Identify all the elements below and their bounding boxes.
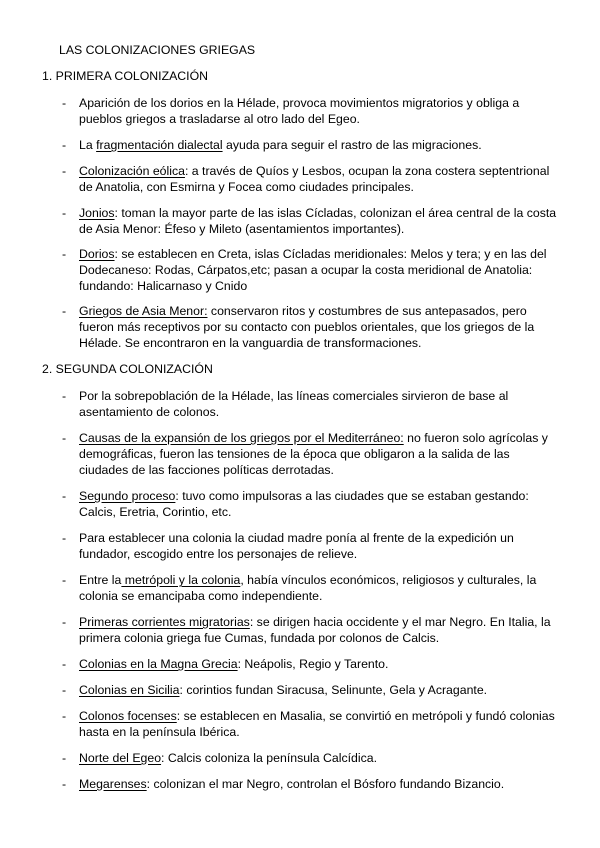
- list-item: - Aparición de los dorios en la Hélade, provoca movimientos migratorios y obliga a pueblos griegos a trasladarse al otro lado del Egeo.: [62, 96, 520, 126]
- list-item: - Segundo proceso: tuvo como impulsoras a las ciudades que se estaban gestando: Calcis, Eretria, Corintio, etc.: [62, 489, 529, 519]
- list-item: - Entre la metrópoli y la colonia, había vínculos económicos, religiosos y culturales, la colonia se emancipaba como independiente.: [62, 573, 537, 603]
- section-heading-primera: 1. PRIMERA COLONIZACIÓN: [42, 69, 209, 83]
- list-item: - Colonias en Sicilia: corintios fundan Siracusa, Selinunte, Gela y Acragante.: [62, 683, 488, 697]
- list-item: - Norte del Egeo: Calcis coloniza la península Calcídica.: [62, 751, 378, 765]
- list-item: - Jonios: toman la mayor parte de las islas Cícladas, colonizan el área central de la costa de Asia Menor: Éfeso y Mileto (asentamientos importantes).: [62, 206, 557, 236]
- list-item: - Colonos focenses: se establecen en Masalia, se convirtió en metrópoli y fundó colonias hasta en la península Ibérica.: [62, 709, 555, 739]
- list-item: - Megarenses: colonizan el mar Negro, controlan el Bósforo fundando Bizancio.: [62, 777, 505, 791]
- list-item: - Por la sobrepoblación de la Hélade, las líneas comerciales sirvieron de base al asentamiento de colonos.: [62, 389, 509, 419]
- list-item: - La fragmentación dialectal ayuda para seguir el rastro de las migraciones.: [62, 138, 482, 152]
- document-title: LAS COLONIZACIONES GRIEGAS: [59, 43, 256, 57]
- list-item: - Para establecer una colonia la ciudad madre ponía al frente de la expedición un fundador, escogido entre los personajes de relieve.: [62, 531, 514, 561]
- section-heading-segunda: 2. SEGUNDA COLONIZACIÓN: [42, 362, 213, 376]
- list-item: - Causas de la expansión de los griegos por el Mediterráneo: no fueron solo agrícolas y demográficas, fueron las tensiones de la época que obligaron a la salida de las ciudades de las facciones políticas derrotadas.: [62, 431, 548, 477]
- list-item: - Griegos de Asia Menor: conservaron ritos y costumbres de sus antepasados, pero fueron más receptivos por su contacto con pueblos orientales, que los griegos de la Hélade. Se encontraron en la vanguardia de transformaciones.: [62, 304, 535, 350]
- list-item: - Dorios: se establecen en Creta, islas Cícladas meridionales: Melos y tera; y en las del Dodecaneso: Rodas, Cárpatos,etc; pasan a ocupar la costa meridional de Anatolia: fundando: Halicarnaso y Cnido: [62, 247, 547, 293]
- list-item: - Colonización eólica: a través de Quíos y Lesbos, ocupan la zona costera septentrional de Anatolia, con Esmirna y Focea como ciudades principales.: [62, 164, 550, 194]
- list-item: - Colonias en la Magna Grecia: Neápolis, Regio y Tarento.: [62, 657, 389, 671]
- list-item: - Primeras corrientes migratorias: se dirigen hacia occidente y el mar Negro. En Italia, la primera colonia griega fue Cumas, fundada por colonos de Calcis.: [62, 615, 551, 645]
